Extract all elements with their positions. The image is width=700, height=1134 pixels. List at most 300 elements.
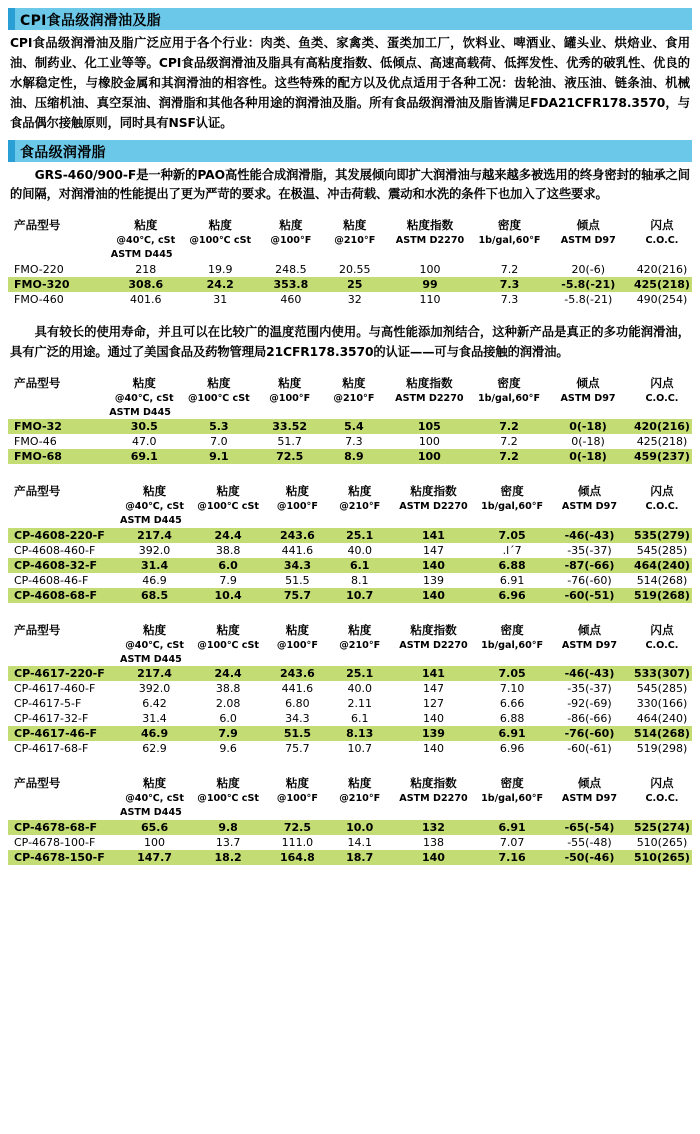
table-subheader-row-2	[8, 406, 692, 420]
cell-pourpoint: -35(-37)	[567, 682, 612, 696]
table-row	[8, 419, 692, 434]
cell-visc100c: 9.6	[219, 742, 237, 756]
sub-model	[8, 792, 118, 806]
sub-flashpoint: C.O.C.	[645, 639, 679, 651]
sub-visc40: @40℃, cSt	[125, 639, 184, 651]
cell-pourpoint: -65(-54)	[564, 820, 615, 834]
col-header-visc40: 粘度	[142, 776, 167, 791]
col-header-flashpoint: 闪点	[650, 218, 674, 233]
cell-visc40: 65.6	[140, 820, 169, 834]
col-header-flashpoint: 闪点	[650, 375, 674, 390]
cell-vi: 140	[422, 742, 444, 756]
cell-vi: 140	[422, 850, 445, 864]
sub-pourpoint: ASTM D97	[561, 793, 618, 805]
table-row	[8, 262, 692, 277]
cell-pourpoint: -60(-51)	[564, 588, 615, 602]
table-row	[8, 696, 692, 711]
table-subheader-row	[8, 792, 692, 806]
sub-visc40: @40℃, cSt	[125, 501, 184, 513]
cell-flashpoint: 545(285)	[636, 682, 688, 696]
sub-pourpoint: ASTM D97	[560, 392, 616, 404]
sub2-astm-d445: ASTM D445	[120, 807, 182, 819]
cell-visc210f: 25.1	[346, 528, 374, 542]
sub2-astm-d445: ASTM D445	[110, 249, 173, 261]
sub-vi: ASTM D2270	[399, 793, 468, 805]
cell-visc40: 46.9	[142, 573, 167, 587]
col-header-density: 密度	[500, 776, 524, 791]
sub-visc100c: @100℃ cSt	[197, 639, 259, 651]
cell-vi: 141	[422, 528, 445, 542]
sub-vi: ASTM D2270	[395, 392, 464, 404]
sub-visc100c: @100℃ cSt	[189, 235, 252, 247]
cell-model: FMO-320	[14, 277, 70, 291]
table-subheader-row-2	[8, 653, 692, 667]
cell-visc100f: 353.8	[273, 277, 309, 291]
cell-vi: 110	[419, 292, 441, 306]
sub-density: 1b/gal,60°F	[478, 235, 541, 247]
cell-visc100f: 164.8	[280, 850, 315, 864]
col-header-pourpoint: 倾点	[576, 375, 600, 390]
cell-visc210f: 25.1	[346, 667, 374, 681]
col-header-visc40: 粘度	[142, 484, 167, 499]
table-subheader-row-2	[8, 514, 692, 528]
cell-visc210f: 8.1	[350, 573, 369, 587]
cell-visc100f: 51.5	[283, 727, 311, 741]
col-header-pourpoint: 倾点	[577, 484, 602, 499]
cell-visc100f: 111.0	[281, 835, 314, 849]
cell-visc100f: 6.80	[285, 697, 310, 711]
col-header-density: 密度	[497, 375, 521, 390]
col-header-density: 密度	[497, 218, 522, 233]
cell-visc210f: 10.7	[347, 742, 372, 756]
cell-flashpoint: 459(237)	[633, 450, 690, 464]
cell-flashpoint: 514(268)	[636, 573, 688, 587]
cell-vi: 140	[422, 558, 445, 572]
cell-density: 6.91	[498, 727, 526, 741]
cell-visc210f: 14.1	[347, 835, 372, 849]
sub-visc210f: @210°F	[333, 392, 375, 404]
cell-pourpoint: -46(-43)	[564, 528, 615, 542]
sub-visc210f: @210°F	[339, 793, 381, 805]
cell-flashpoint: 545(285)	[636, 543, 688, 557]
cell-model: FMO-68	[14, 450, 62, 464]
sub-flashpoint: C.O.C.	[645, 392, 679, 404]
cell-pourpoint: -86(-66)	[567, 712, 612, 726]
col-header-density: 密度	[500, 622, 524, 637]
cell-visc40: 218	[135, 262, 157, 276]
sub-vi: ASTM D2270	[399, 501, 468, 513]
cell-visc40: 47.0	[132, 435, 157, 449]
cell-pourpoint: -76(-60)	[564, 727, 615, 741]
cell-vi: 140	[422, 588, 445, 602]
sub2-blank	[8, 248, 109, 262]
cell-model: CP-4617-32-F	[14, 712, 89, 726]
col-header-flashpoint: 闪点	[650, 776, 674, 791]
cell-flashpoint: 510(265)	[636, 835, 688, 849]
cell-visc100c: 9.8	[218, 820, 238, 834]
cell-flashpoint: 425(218)	[636, 435, 688, 449]
spec-table-fmo-low	[8, 374, 692, 464]
cell-visc40: 401.6	[130, 292, 162, 306]
cell-visc210f: 7.3	[345, 435, 363, 449]
cell-flashpoint: 510(265)	[633, 850, 690, 864]
cell-visc100f: 441.6	[281, 543, 314, 557]
cell-vi: 138	[422, 835, 444, 849]
cell-visc40: 46.9	[140, 727, 169, 741]
banner-accent-bar	[8, 8, 15, 30]
col-header-visc210f: 粘度	[343, 218, 367, 233]
cell-visc100f: 75.7	[283, 588, 311, 602]
cell-density: 6.91	[498, 820, 526, 834]
cell-vi: 100	[417, 450, 441, 464]
sub-pourpoint: ASTM D97	[561, 639, 618, 651]
cell-visc100c: 10.4	[214, 588, 242, 602]
sub-visc100c: @100℃ cSt	[197, 501, 259, 513]
col-header-vi: 粘度指数	[406, 375, 453, 390]
table-row	[8, 711, 692, 726]
col-header-visc40: 粘度	[142, 622, 167, 637]
table-subheader-row	[8, 234, 692, 248]
cell-flashpoint: 519(298)	[636, 742, 688, 756]
cell-visc210f: 25	[347, 277, 363, 291]
cell-visc100f: 33.52	[272, 420, 308, 434]
cell-model: CP-4608-460-F	[14, 543, 96, 557]
cell-model: CP-4617-46-F	[14, 727, 98, 741]
cell-density: 7.05	[498, 667, 526, 681]
cell-pourpoint: -5.8(-21)	[561, 277, 616, 291]
cell-visc100f: 248.5	[275, 262, 307, 276]
cell-visc100f: 34.3	[283, 558, 311, 572]
cell-model: CP-4678-68-F	[14, 820, 98, 834]
cell-pourpoint: 0(-18)	[571, 435, 605, 449]
sub-density: 1b/gal,60°F	[481, 639, 544, 651]
col-header-model: 产品型号	[14, 622, 61, 637]
section-banner-2	[8, 140, 692, 162]
col-header-visc210f: 粘度	[348, 622, 372, 637]
cell-vi: 105	[417, 420, 441, 434]
section-paragraph-2: GRS-460/900-F是一种新的PAO高性能合成润滑脂，其发展倾向即扩大润滑油与越来越多被选用的终身密封的轴承之间的间隔，对润滑油的性能提出了更为严苛的要求。在极温、冲击荷载、震动和水洗的条件下也加入了这些要求。	[10, 167, 690, 202]
cell-visc100c: 6.0	[218, 558, 238, 572]
table-row	[8, 666, 692, 681]
col-header-model: 产品型号	[14, 218, 61, 233]
section-paragraph-1: CPI食品级润滑油及脂广泛应用于各个行业：肉类、鱼类、家禽类、蛋类加工厂，饮料业、啤酒业、罐头业、烘焙业、食用油、制药业、化工业等等。CPI食品级润滑油及脂具有高粘度指数、低倾点、高速高载荷、低挥发性、优秀的破乳性、优良的水解稳定性，与橡胶金属和其润滑油的相容性。这些特殊的配方以及优点适用于各种工况：齿轮油、液压油、链条油、机械油、压缩机油、真空泵油、润滑脂和其他各种用途的润滑油及脂。所有食品级润滑油及脂皆满足FDA21CFR178.3570，与食品偶尔接触原则，同时具有NSF认证。	[10, 36, 690, 130]
cell-model: CP-4608-32-F	[14, 558, 98, 572]
cell-flashpoint: 464(240)	[633, 558, 690, 572]
cell-visc100f: 34.3	[285, 712, 310, 726]
cell-flashpoint: 514(268)	[633, 727, 690, 741]
col-header-visc210f: 粘度	[348, 484, 372, 499]
sub-model	[8, 392, 107, 406]
cell-pourpoint: 0(-18)	[569, 420, 607, 434]
cell-visc100c: 6.0	[219, 712, 237, 726]
cell-visc100c: 24.4	[214, 528, 242, 542]
cell-pourpoint: -35(-37)	[567, 543, 612, 557]
spec-table-grease-fmo-high	[8, 216, 692, 306]
col-header-visc40: 粘度	[132, 375, 156, 390]
cell-visc40: 6.42	[142, 697, 167, 711]
col-header-visc100c: 粘度	[216, 776, 240, 791]
cell-visc100f: 243.6	[280, 528, 315, 542]
section-title-2: 食品级润滑脂	[20, 144, 106, 161]
col-header-pourpoint: 倾点	[576, 218, 600, 233]
cell-visc40: 147.7	[137, 850, 172, 864]
sub2-blank	[8, 653, 118, 667]
table-row	[8, 741, 692, 756]
section-banner-1	[8, 8, 692, 30]
cell-visc210f: 2.11	[347, 697, 372, 711]
cell-pourpoint: -92(-69)	[567, 697, 612, 711]
table-row	[8, 573, 692, 588]
sub-flashpoint: C.O.C.	[645, 793, 679, 805]
cell-flashpoint: 490(254)	[636, 292, 688, 306]
table-row	[8, 588, 692, 603]
cell-visc210f: 10.7	[346, 588, 374, 602]
table-row	[8, 681, 692, 696]
cell-pourpoint: -55(-48)	[567, 835, 612, 849]
table-row	[8, 543, 692, 558]
col-header-visc40: 粘度	[134, 218, 158, 233]
cell-pourpoint: -87(-66)	[564, 558, 615, 572]
table-header-row	[8, 621, 692, 639]
sub-flashpoint: C.O.C.	[645, 501, 679, 513]
cell-vi: 140	[422, 712, 444, 726]
table-row	[8, 292, 692, 307]
cell-visc100f: 72.5	[276, 450, 304, 464]
table-row	[8, 449, 692, 464]
cell-visc100c: 24.2	[206, 277, 234, 291]
cell-density: 7.16	[498, 850, 526, 864]
sub-visc100f: @100°F	[276, 501, 318, 513]
cell-visc100c: 38.8	[215, 682, 241, 696]
sub-visc40: @40℃, cSt	[116, 235, 176, 247]
cell-density: .l΄7	[502, 543, 522, 557]
sub-visc40: @40℃, cSt	[114, 392, 174, 404]
cell-flashpoint: 330(166)	[636, 697, 688, 711]
banner-accent-bar	[8, 140, 15, 162]
cell-visc210f: 8.9	[344, 450, 364, 464]
cell-visc100c: 31	[213, 292, 228, 306]
cell-density: 7.05	[498, 528, 526, 542]
sub-visc100c: @100℃ cSt	[187, 392, 250, 404]
cell-density: 7.3	[500, 292, 519, 306]
cell-vi: 141	[422, 667, 445, 681]
cell-visc210f: 18.7	[346, 850, 374, 864]
cell-density: 6.66	[499, 697, 525, 711]
cell-pourpoint: 0(-18)	[569, 450, 607, 464]
cell-pourpoint: -50(-46)	[564, 850, 615, 864]
spec-table-cp-4608	[8, 482, 692, 602]
cell-visc40: 68.5	[140, 588, 169, 602]
sub-density: 1b/gal,60°F	[481, 793, 544, 805]
mid-paragraph: 具有较长的使用寿命，并且可以在比较广的温度范围内使用。与高性能添加剂结合，这种新产品是真正的多功能润滑油，具有广泛的用途。通过了美国食品及药物管理局21CFR178.3570的认证——可与食品接触的润滑油。	[10, 324, 690, 359]
sub-model	[8, 500, 118, 514]
col-header-visc100f: 粘度	[285, 622, 309, 637]
cell-model: CP-4608-68-F	[14, 588, 98, 602]
cell-visc100c: 9.1	[209, 450, 229, 464]
cell-visc40: 62.9	[142, 742, 167, 756]
cell-pourpoint: -46(-43)	[564, 667, 615, 681]
sub-visc40: @40℃, cSt	[125, 793, 184, 805]
table-header-row	[8, 216, 692, 234]
cell-visc40: 392.0	[138, 682, 171, 696]
cell-visc100c: 2.08	[215, 697, 241, 711]
cell-density: 7.2	[500, 435, 518, 449]
table-row	[8, 850, 692, 865]
cell-visc40: 31.4	[142, 712, 167, 726]
cell-density: 7.07	[499, 835, 525, 849]
table-header-row	[8, 374, 692, 392]
col-header-flashpoint: 闪点	[650, 484, 674, 499]
sub-visc100f: @100°F	[270, 235, 312, 247]
col-header-visc100c: 粘度	[207, 375, 231, 390]
cell-visc100f: 75.7	[285, 742, 310, 756]
col-header-vi: 粘度指数	[410, 776, 457, 791]
sub-visc210f: @210°F	[334, 235, 376, 247]
cell-visc100c: 18.2	[214, 850, 242, 864]
cell-visc100c: 7.0	[210, 435, 228, 449]
cell-visc210f: 40.0	[347, 682, 372, 696]
sub2-astm-d445: ASTM D445	[120, 515, 182, 527]
table-header-row	[8, 482, 692, 500]
sub2-astm-d445: ASTM D445	[120, 653, 182, 665]
sub-pourpoint: ASTM D97	[560, 235, 616, 247]
cell-model: FMO-220	[14, 262, 64, 276]
cell-visc40: 30.5	[130, 420, 158, 434]
cell-visc40: 392.0	[138, 543, 171, 557]
cell-model: CP-4608-220-F	[14, 528, 105, 542]
table-header-row	[8, 774, 692, 792]
cell-vi: 132	[422, 820, 445, 834]
cell-density: 6.88	[498, 558, 526, 572]
cell-visc210f: 6.1	[350, 712, 369, 726]
col-header-flashpoint: 闪点	[650, 622, 674, 637]
table-row	[8, 277, 692, 292]
cell-density: 7.2	[500, 262, 519, 276]
cell-model: CP-4617-5-F	[14, 697, 82, 711]
cell-vi: 127	[422, 697, 444, 711]
cell-visc40: 308.6	[128, 277, 164, 291]
cell-visc100c: 24.4	[214, 667, 242, 681]
cell-density: 6.96	[498, 588, 526, 602]
cell-visc100f: 51.7	[277, 435, 302, 449]
cell-pourpoint: -60(-61)	[567, 742, 612, 756]
table-row	[8, 726, 692, 741]
sub-visc210f: @210°F	[339, 501, 381, 513]
col-header-pourpoint: 倾点	[577, 622, 602, 637]
cell-visc210f: 5.4	[344, 420, 364, 434]
cell-visc210f: 40.0	[347, 543, 372, 557]
cell-model: CP-4617-460-F	[14, 682, 96, 696]
section-title-1: CPI食品级润滑油及脂	[20, 13, 162, 29]
cell-visc210f: 8.13	[346, 727, 374, 741]
cell-visc100f: 72.5	[283, 820, 311, 834]
cell-visc100c: 5.3	[209, 420, 229, 434]
cell-pourpoint: 20(-6)	[571, 262, 606, 276]
col-header-density: 密度	[500, 484, 524, 499]
cell-vi: 100	[418, 435, 440, 449]
cell-visc210f: 32	[347, 292, 362, 306]
cell-density: 7.3	[499, 277, 520, 291]
cell-flashpoint: 464(240)	[636, 712, 688, 726]
table-subheader-row-2	[8, 248, 692, 262]
sub2-blank	[8, 406, 107, 420]
cell-model: CP-4617-68-F	[14, 742, 89, 756]
cell-density: 6.96	[499, 742, 525, 756]
spec-table-cp-4617	[8, 621, 692, 756]
sub2-blank	[8, 806, 118, 820]
table-row	[8, 528, 692, 543]
cell-visc100f: 243.6	[280, 667, 315, 681]
sub-visc100c: @100℃ cSt	[197, 793, 259, 805]
table-row	[8, 434, 692, 449]
cell-visc210f: 6.1	[349, 558, 370, 572]
cell-visc210f: 20.55	[339, 262, 371, 276]
col-header-vi: 粘度指数	[410, 484, 457, 499]
col-header-pourpoint: 倾点	[577, 776, 602, 791]
col-header-visc210f: 粘度	[342, 375, 366, 390]
cell-model: CP-4678-150-F	[14, 850, 105, 864]
cell-vi: 99	[422, 277, 438, 291]
cell-flashpoint: 519(268)	[633, 588, 690, 602]
col-header-visc100f: 粘度	[285, 776, 309, 791]
col-header-model: 产品型号	[14, 776, 61, 791]
table-row	[8, 820, 692, 835]
cell-vi: 147	[422, 682, 444, 696]
cell-visc100c: 7.9	[219, 573, 237, 587]
col-header-visc100f: 粘度	[278, 375, 302, 390]
cell-density: 7.10	[499, 682, 525, 696]
cell-flashpoint: 525(274)	[633, 820, 690, 834]
sub-visc100f: @100°F	[276, 793, 318, 805]
cell-visc40: 217.4	[137, 667, 172, 681]
table-row	[8, 835, 692, 850]
col-header-visc100f: 粘度	[285, 484, 309, 499]
sub-vi: ASTM D2270	[399, 639, 468, 651]
col-header-visc210f: 粘度	[348, 776, 372, 791]
table-subheader-row-2	[8, 806, 692, 820]
cell-density: 6.91	[499, 573, 525, 587]
cell-density: 7.2	[499, 420, 519, 434]
cell-flashpoint: 420(216)	[633, 420, 690, 434]
cell-vi: 139	[422, 573, 444, 587]
cell-visc210f: 10.0	[346, 820, 374, 834]
col-header-model: 产品型号	[14, 484, 61, 499]
sub-flashpoint: C.O.C.	[645, 235, 679, 247]
sub-visc210f: @210°F	[339, 639, 381, 651]
cell-density: 7.2	[499, 450, 519, 464]
col-header-visc100f: 粘度	[279, 218, 303, 233]
sub-vi: ASTM D2270	[395, 235, 465, 247]
cell-visc100c: 7.9	[218, 727, 238, 741]
col-header-vi: 粘度指数	[410, 622, 457, 637]
cell-flashpoint: 535(279)	[633, 528, 690, 542]
cell-visc40: 100	[144, 835, 166, 849]
cell-visc40: 31.4	[140, 558, 169, 572]
cell-vi: 139	[422, 727, 445, 741]
sub-density: 1b/gal,60°F	[478, 392, 541, 404]
cell-visc40: 217.4	[137, 528, 172, 542]
col-header-model: 产品型号	[14, 375, 61, 390]
col-header-visc100c: 粘度	[208, 218, 232, 233]
cell-model: CP-4617-220-F	[14, 667, 105, 681]
sub-model	[8, 234, 109, 248]
cell-model: CP-4608-46-F	[14, 573, 89, 587]
cell-visc100c: 38.8	[215, 543, 241, 557]
table-subheader-row	[8, 392, 692, 406]
cell-visc100c: 19.9	[207, 262, 233, 276]
cell-model: FMO-460	[14, 292, 64, 306]
sub-pourpoint: ASTM D97	[561, 501, 618, 513]
